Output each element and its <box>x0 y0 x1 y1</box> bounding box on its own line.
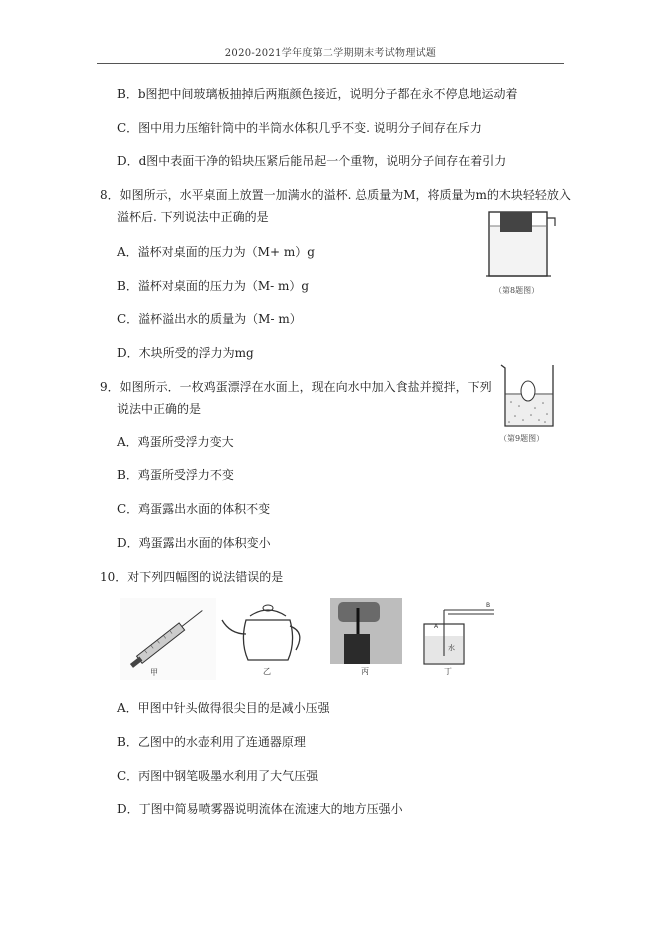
teapot-spout <box>222 620 246 634</box>
q10-figure-ding-sprayer <box>414 598 502 680</box>
q8-option-a: A．溢杯对桌面的压力为（M+ m）g <box>117 245 315 259</box>
q8-spout <box>547 218 555 226</box>
q9-option-c: C．鸡蛋露出水面的体积不变 <box>117 502 271 516</box>
ding-mark-water: 水 <box>448 644 455 652</box>
q10-option-a: A．甲图中针头做得很尖目的是减小压强 <box>117 701 330 715</box>
q9-option-a: A．鸡蛋所受浮力变大 <box>117 435 234 449</box>
q7-option-d: D．d图中表面干净的铅块压紧后能吊起一个重物，说明分子间存在着引力 <box>117 154 507 168</box>
q8-figure-caption: （第8题图） <box>494 286 540 295</box>
header-rule <box>97 63 564 64</box>
q8-option-c: C．溢杯溢出水的质量为（M- m） <box>117 312 302 326</box>
q10-figure-yi-teapot <box>216 598 312 680</box>
q9-egg <box>521 381 535 401</box>
ding-mark-b: B <box>486 602 491 609</box>
q10-figure-jia-syringe <box>120 598 216 680</box>
q10-stem: 10．对下列四幅图的说法错误的是 <box>100 570 284 584</box>
q10-figure-bing-pen <box>330 598 402 680</box>
q9-option-d: D．鸡蛋露出水面的体积变小 <box>117 536 271 550</box>
q9-beaker-figure <box>497 362 557 428</box>
q8-stem-line1: 8．如图所示，水平桌面上放置一加满水的溢杯. 总质量为M，将质量为m的木块轻轻放入 <box>100 188 571 202</box>
teapot-body <box>243 620 292 660</box>
q10-option-b: B．乙图中的水壶利用了连通器原理 <box>117 735 306 749</box>
label-yi: 乙 <box>263 667 271 676</box>
label-bing: 丙 <box>361 667 369 676</box>
q7-option-c: C．图中用力压缩针筒中的半筒水体积几乎不变. 说明分子间存在斥力 <box>117 121 482 135</box>
q9-stem-line1: 9．如图所示．一枚鸡蛋漂浮在水面上，现在向水中加入食盐并搅拌，下列 <box>100 380 492 394</box>
q9-figure-caption: （第9题图） <box>499 434 545 443</box>
q9-stem-line2: 说法中正确的是 <box>117 402 202 416</box>
q8-water <box>490 226 546 275</box>
q7-option-b: B．b图把中间玻璃板抽掉后两瓶颜色接近，说明分子都在永不停息地运动着 <box>117 87 518 101</box>
q8-option-d: D．木块所受的浮力为mg <box>117 346 254 360</box>
q10-option-d: D．丁图中简易喷雾器说明流体在流速大的地方压强小 <box>117 802 403 816</box>
page-header: 2020-2021学年度第二学期期末考试物理试题 <box>224 48 437 59</box>
q8-stem-line2: 溢杯后. 下列说法中正确的是 <box>117 210 269 224</box>
q8-wood-block <box>500 212 532 232</box>
q8-option-b: B．溢杯对桌面的压力为（M- m）g <box>117 279 310 293</box>
q8-overflow-cup-figure <box>484 204 558 280</box>
label-ding: 丁 <box>444 667 452 676</box>
label-jia: 甲 <box>150 668 158 677</box>
q10-option-c: C．丙图中钢笔吸墨水利用了大气压强 <box>117 769 319 783</box>
q9-option-b: B．鸡蛋所受浮力不变 <box>117 468 234 482</box>
ding-mark-a: A <box>434 623 439 630</box>
ink-bottle <box>344 634 370 664</box>
